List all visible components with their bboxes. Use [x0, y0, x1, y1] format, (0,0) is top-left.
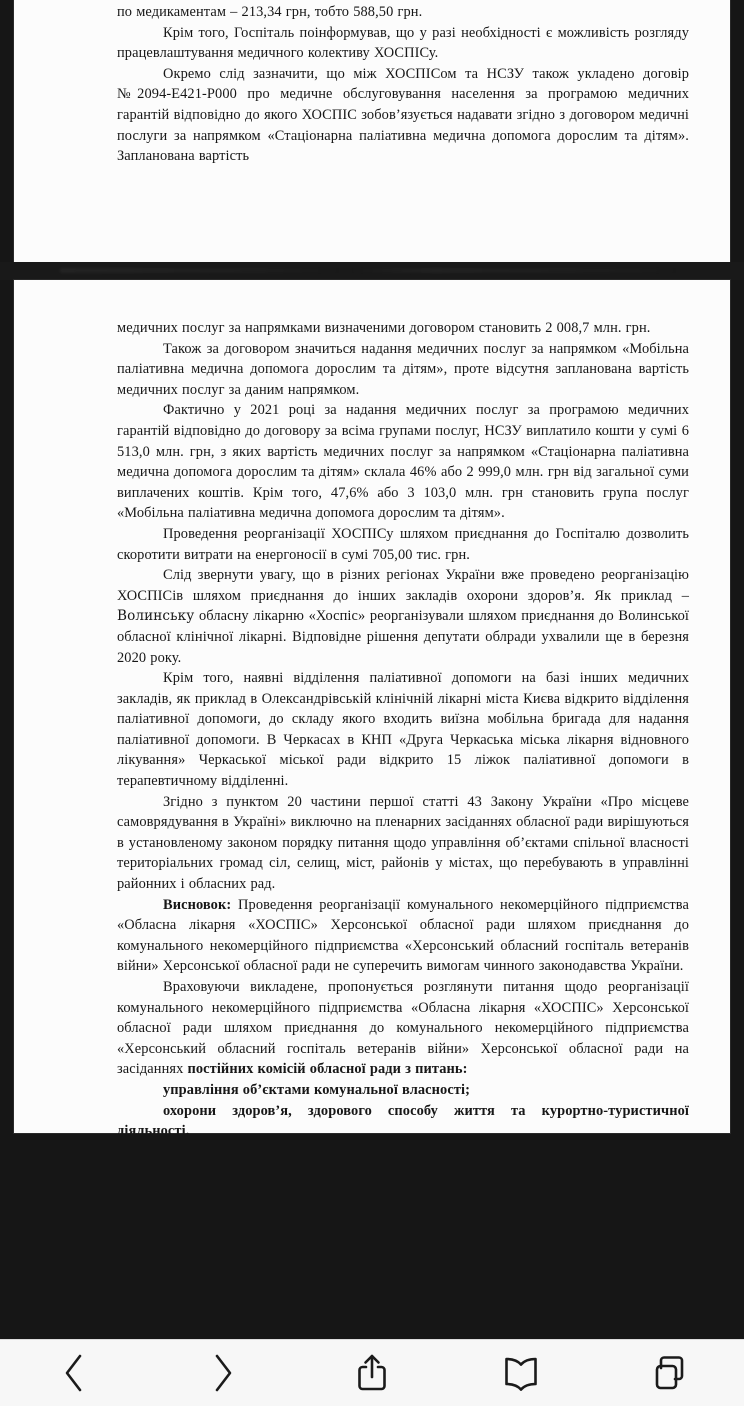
document-paragraph — [117, 23, 689, 64]
document-paragraph — [117, 339, 689, 401]
page-separator-gap — [0, 262, 744, 280]
text-run: Фактично у 2021 році за надання медичних послуг за програмою медичних гарантій відповідно до договору за всіма групами послуг, НСЗУ виплатило кошти у сумі 6 513,0 млн. грн, з яких вартість медичних послуг за напрямком «Стаціонарна паліативна медична допомога дорослим та дітям» склала 46% або 2 999,0 млн. грн від загальної суми виплачених коштів. Крім того, 47,6% або 3 103,0 млн. грн становить група послуг «Мобільна паліативна медична допомога дорослим та дітям». — [117, 402, 689, 522]
forward-button[interactable] — [149, 1340, 298, 1406]
page-2-text-body — [117, 318, 689, 1142]
text-run: Також за договором значиться надання медичних послуг за напрямком «Мобільна паліативна медична допомога дорослим та дітям», проте відсутня запланована вартість медичних послуг за даним напрямком. — [117, 340, 689, 398]
document-paragraph — [117, 977, 689, 1080]
text-run: Враховуючи викладене, пропонується розглянути питання щодо реорганізації комунального некомерційного підприємства «Обласна лікарня «ХОСПІС» Херсонської обласної ради шляхом приєднання до комунального некомерційного підприємства «Херсонський обласний госпіталь ветеранів війни» Херсонської обласної ради на засіданнях — [117, 979, 689, 1078]
tabs-icon — [652, 1352, 688, 1394]
document-paragraph — [117, 792, 689, 895]
document-paragraph — [117, 524, 689, 565]
safari-bottom-toolbar[interactable] — [0, 1339, 744, 1406]
text-run: Крім того, Госпіталь поінформував, що у разі необхідності є можливість розгляду працевлаштування медичного колективу ХОСПІСу. — [117, 24, 689, 62]
text-run: Слід звернути увагу, що в різних регіонах України вже проведено реорганізацію ХОСПІСів шляхом приєднання до інших закладів охорони здоров’я. Як приклад – — [117, 567, 689, 604]
text-run: Згідно з пунктом 20 частини першої статті 43 Закону України «Про місцеве самоврядування в Україні» виключно на пленарних засіданнях обласної ради вирішуються в установленому законом порядку питання щодо управління об’єктами спільної власності територіальних громад сіл, селищ, міст, районів у містах, що перебувають в управлінні районних і обласних рад. — [117, 793, 689, 893]
text-run: Окремо слід зазначити, що між ХОСПІСом та НСЗУ також укладено договір №2094-E421-P000 про медичне обслуговування населення за програмою медичних гарантій відповідно до якого ХОСПІС зобов’язується надавати згідно з договором медичні послуги за напрямком «Стаціонарна паліативна медична допомога дорослим та дітям». Запланована вартість — [117, 65, 689, 165]
document-paragraph — [117, 565, 689, 668]
page-1-text-body — [117, 2, 689, 167]
bold-run: охорони здоров’я, здорового способу життя та курортно-туристичної діяльності. — [117, 1102, 689, 1140]
chevron-left-icon — [61, 1352, 87, 1394]
text-run: медичних послуг за напрямками визначеними договором становить 2 008,7 млн. грн. — [117, 320, 651, 336]
document-paragraph — [117, 895, 689, 977]
document-paragraph — [117, 2, 689, 23]
share-button[interactable] — [298, 1340, 447, 1406]
back-button[interactable] — [0, 1340, 149, 1406]
document-paragraph — [117, 1101, 689, 1142]
bold-run: управління об’єктами комунальної власності; — [163, 1081, 470, 1098]
text-run: Проведення реорганізації комунального некомерційного підприємства «Обласна лікарня «ХОСПІС» Херсонської обласної ради шляхом приєднання до комунального некомерційного підприємства «Херсонський обласний госпіталь ветеранів війни» Херсонської обласної ради не суперечить вимогам чинного законодавства України. — [117, 896, 689, 975]
book-icon — [502, 1352, 540, 1394]
document-paragraph — [117, 318, 689, 339]
text-run: Проведення реорганізації ХОСПІСу шляхом приєднання до Госпіталю дозволить скоротити витрати на енергоносії в сумі 705,00 тис. грн. — [117, 525, 689, 563]
document-paragraph — [117, 400, 689, 524]
bold-run: Висновок: — [163, 896, 232, 913]
text-run: по медикаментам – 213,34 грн, тобто 588,50 грн. — [117, 4, 423, 20]
text-run: Крім того, наявні відділення паліативної допомоги на базі інших медичних закладів, як приклад в Олександрівській клінічній лікарні міста Києва відкрито відділення паліативної допомоги, до складу якого входить виїзна мобільна бригада для надання паліативної допомоги. В Черкасах в КНП «Друга Черкаська міська лікарня відновного лікування» Черкаської міської ради відкрито 15 ліжок паліативної допомоги в терапевтичному відділенні. — [117, 670, 689, 790]
document-paragraph — [117, 64, 689, 167]
document-page-2 — [14, 280, 730, 1140]
text-run: обласну лікарню «Хоспіс» реорганізували шляхом приєднання до Волинської обласної клінічної лікарні. Відповідне рішення депутати облради ухвалили ще в березня 2020 року. — [117, 608, 689, 666]
text-run: Волинську — [117, 608, 195, 625]
document-paragraph — [117, 1080, 689, 1101]
share-icon — [355, 1352, 389, 1394]
bold-run: постійних комісій обласної ради з питань: — [187, 1061, 468, 1078]
chevron-right-icon — [210, 1352, 236, 1394]
bookmarks-button[interactable] — [446, 1340, 595, 1406]
document-paragraph — [117, 668, 689, 792]
tabs-button[interactable] — [595, 1340, 744, 1406]
document-page-1 — [14, 0, 730, 262]
